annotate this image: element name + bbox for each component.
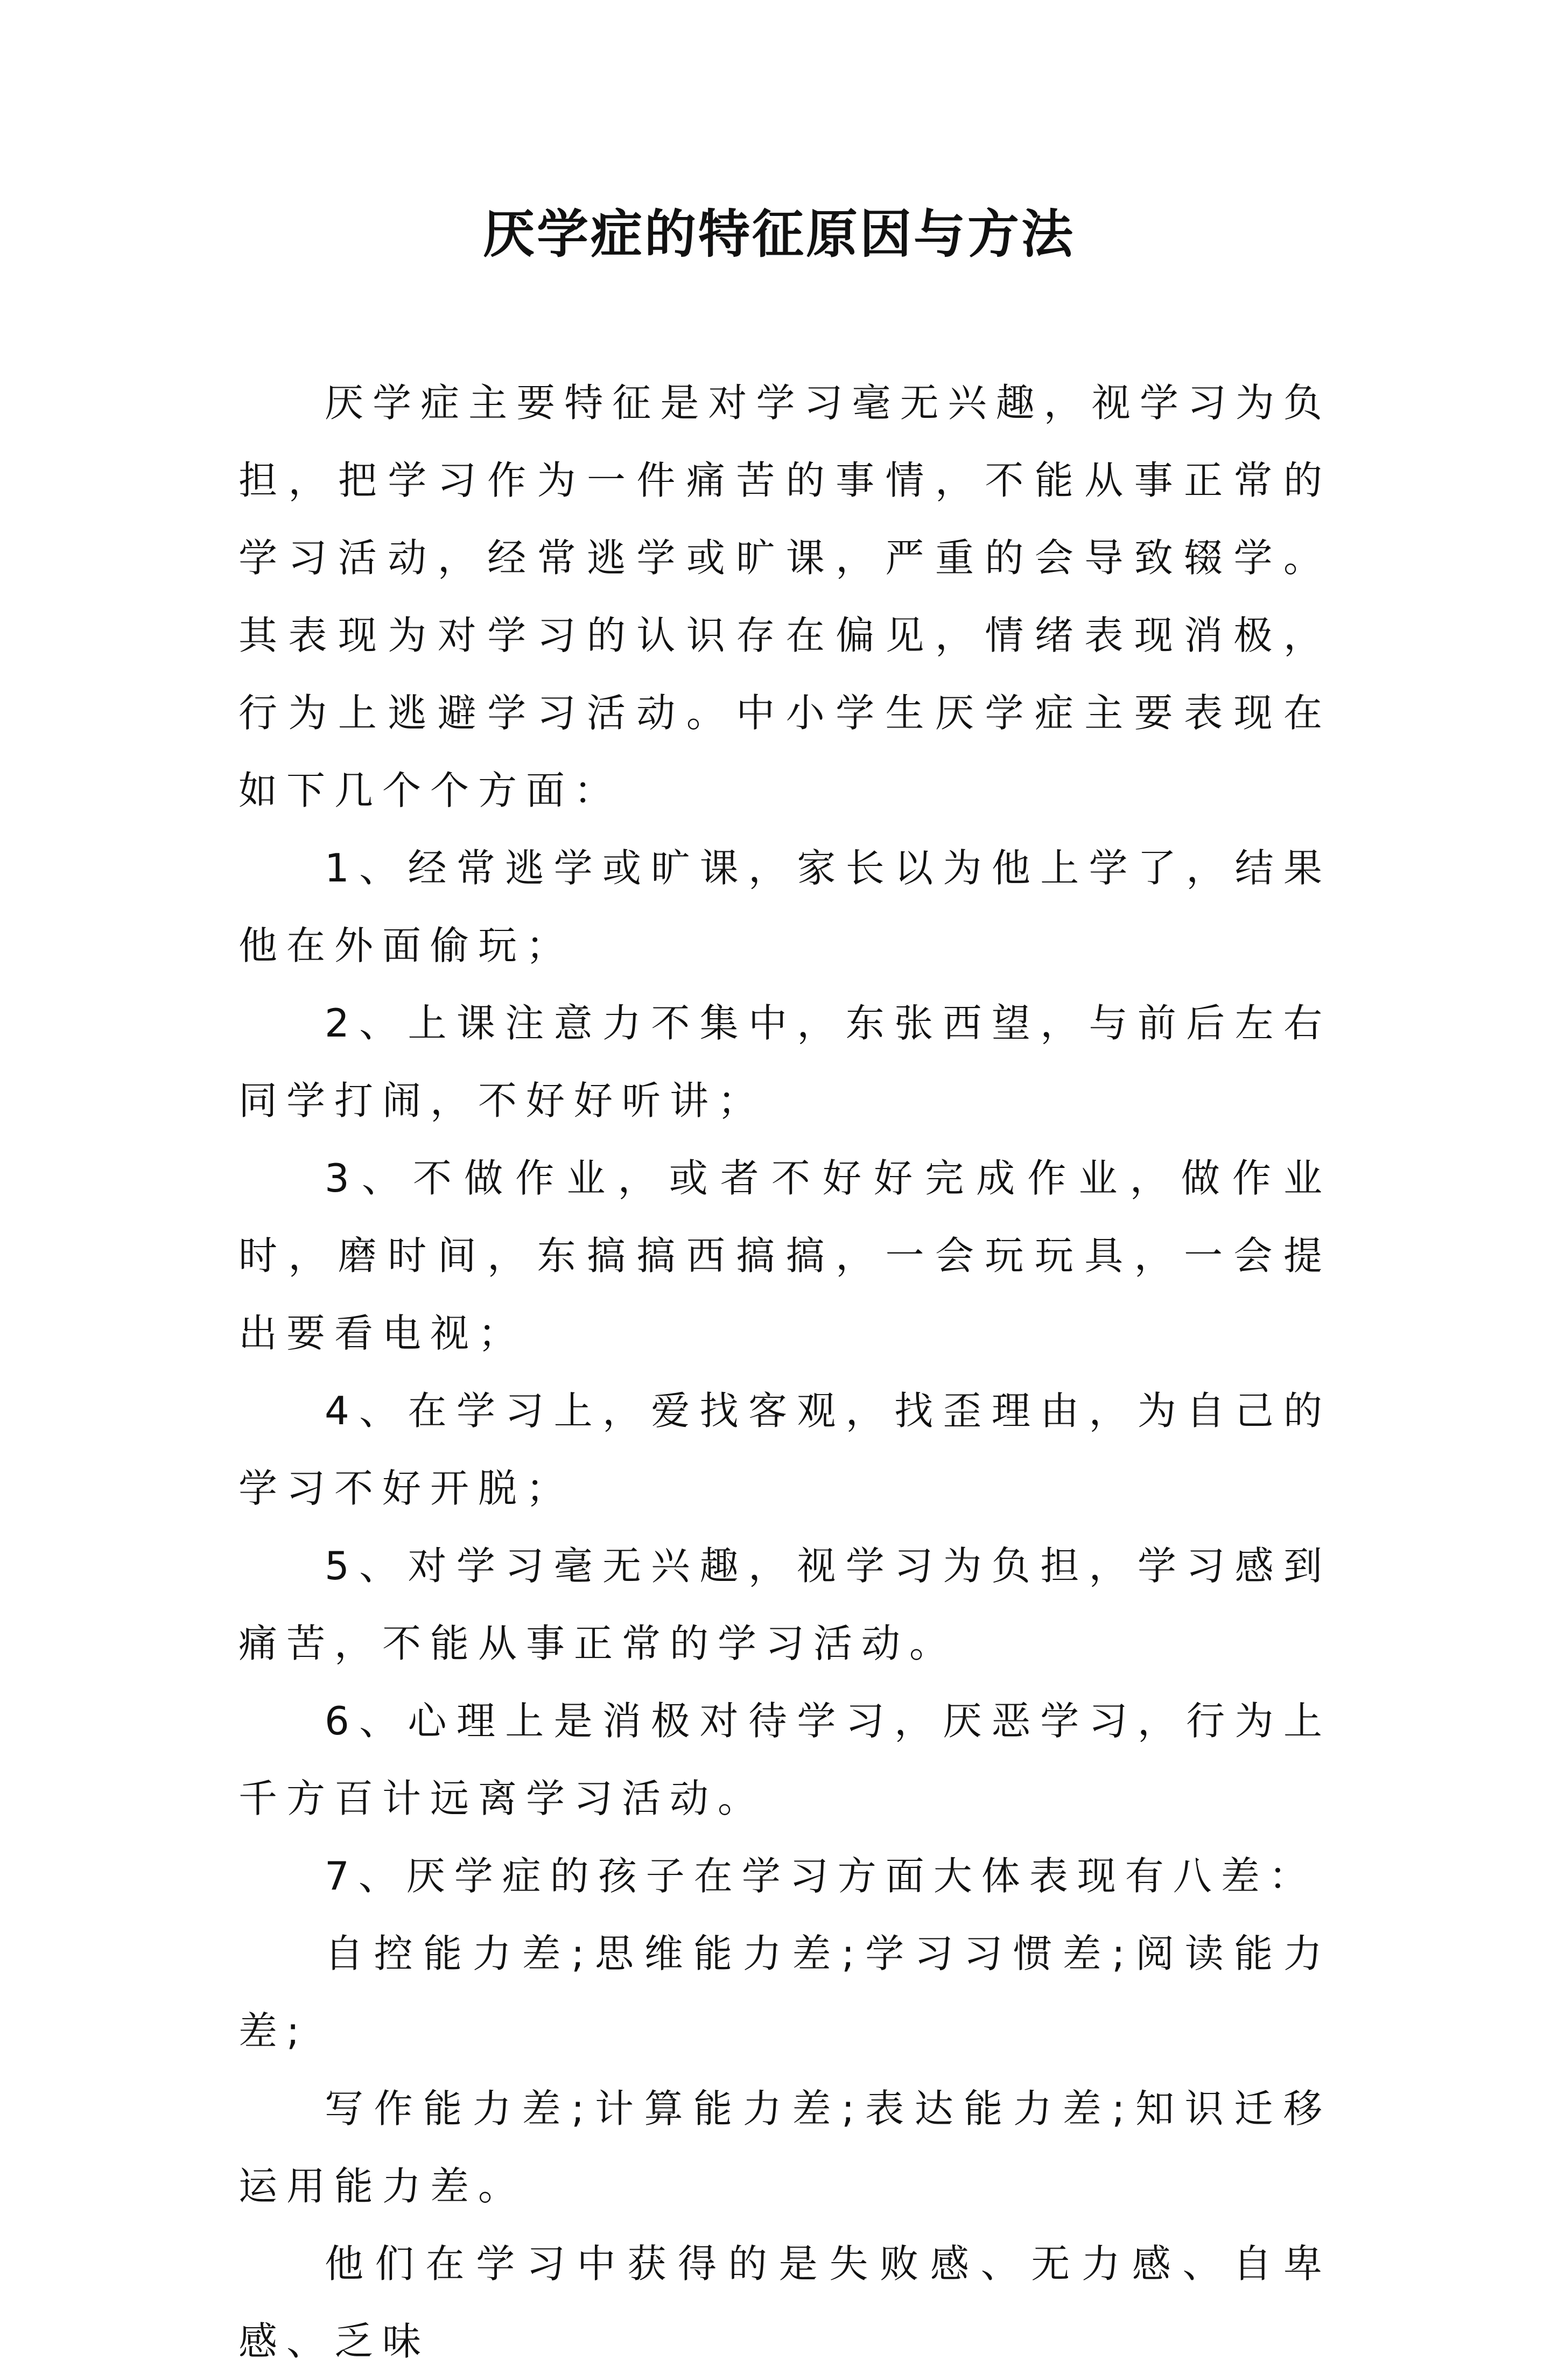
list-item-4: 4、在学习上，爱找客观，找歪理由，为自己的学习不好开脱；: [238, 1388, 1331, 1511]
list-item-6: 6、心理上是消极对待学习，厌恶学习，行为上千方百计远离学习活动。: [238, 1698, 1331, 1821]
eight-weaknesses-line-1: 自控能力差;思维能力差;学习习惯差;阅读能力差;: [238, 1931, 1331, 2054]
list-item-2: 2、上课注意力不集中，东张西望，与前后左右同学打闹，不好好听讲；: [238, 1000, 1331, 1123]
intro-paragraph: 厌学症主要特征是对学习毫无兴趣，视学习为负担，把学习作为一件痛苦的事情，不能从事正常的学习活动，经常逃学或旷课，严重的会导致辍学。其表现为对学习的认识存在偏见，情绪表现消极，行为上逃避学习活动。中小学生厌学症主要表现在如下几个个方面：: [238, 380, 1331, 813]
eight-weaknesses-line-2: 写作能力差;计算能力差;表达能力差;知识迁移运用能力差。: [238, 2086, 1331, 2209]
document-body: [238, 364, 1331, 2380]
list-item-3: 3、不做作业，或者不好好完成作业，做作业时，磨时间，东搞搞西搞搞，一会玩玩具，一会提出要看电视；: [238, 1156, 1331, 1356]
document-title: 厌学症的特征原因与方法: [483, 204, 1075, 264]
list-item-5: 5、对学习毫无兴趣，视学习为负担，学习感到痛苦，不能从事正常的学习活动。: [238, 1543, 1331, 1666]
list-item-1: 1、经常逃学或旷课，家长以为他上学了，结果他在外面偷玩；: [238, 845, 1331, 968]
list-item-7: 7、厌学症的孩子在学习方面大体表现有八差：: [325, 1853, 1317, 1899]
closing-paragraph: 他们在学习中获得的是失败感、无力感、自卑感、乏味: [238, 2241, 1331, 2364]
